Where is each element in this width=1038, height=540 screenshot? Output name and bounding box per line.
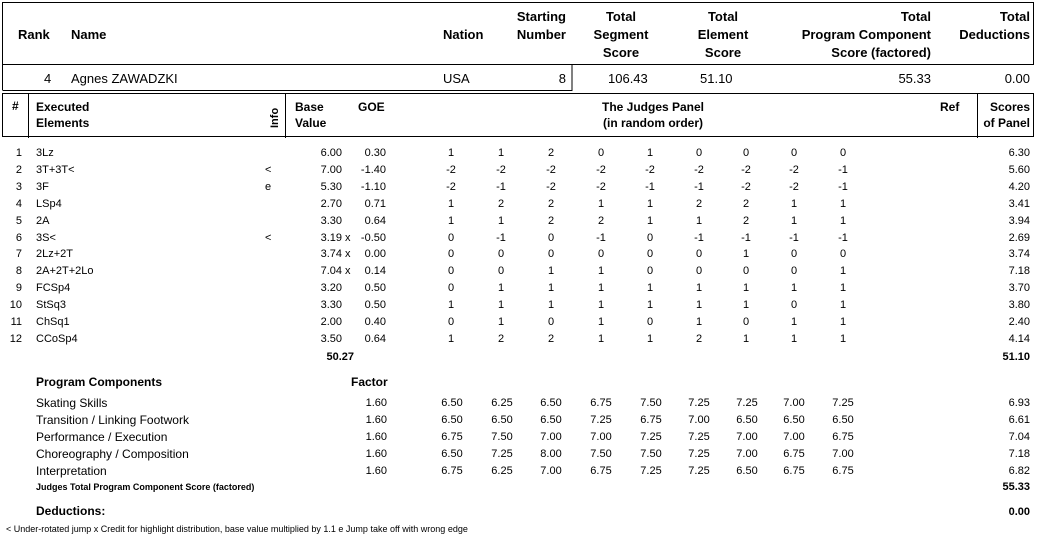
factor-header: Factor	[351, 375, 388, 389]
element-code: 2A	[36, 214, 50, 227]
component-judge-mark: 7.25	[590, 414, 612, 426]
element-base-value: 3.74	[320, 248, 342, 261]
component-judge-mark: 6.50	[540, 397, 562, 409]
component-judge-mark: 7.50	[640, 397, 662, 409]
judge-mark: 1	[547, 299, 555, 312]
judge-mark: 1	[695, 214, 703, 227]
pcs-header-1: Total	[900, 9, 931, 24]
executed-header-2: Elements	[36, 116, 90, 130]
tes-header-3: Score	[704, 45, 742, 60]
judge-mark: 1	[695, 282, 703, 295]
judge-mark: 1	[839, 214, 847, 227]
component-judge-mark: 6.50	[736, 414, 758, 426]
element-goe: -1.40	[360, 163, 386, 176]
element-goe: 0.40	[364, 316, 386, 328]
element-goe: 0.50	[364, 282, 386, 295]
judge-mark: 0	[447, 248, 455, 261]
element-base-value: 7.04	[320, 265, 342, 278]
judge-mark: 0	[447, 316, 455, 328]
name-header: Name	[71, 27, 107, 42]
judge-mark: -2	[741, 180, 751, 193]
component-judge-mark: 7.25	[688, 465, 710, 477]
component-judge-mark: 6.25	[491, 465, 513, 477]
pcs-header-3: Score (factored)	[831, 45, 931, 60]
tss-header-3: Score	[602, 45, 640, 60]
judge-mark: -2	[645, 163, 655, 176]
component-judge-mark: 6.50	[441, 448, 463, 460]
judge-mark: 1	[597, 197, 605, 210]
tes-header-2: Element	[697, 27, 749, 42]
element-base-value: 5.30	[320, 180, 342, 193]
judge-mark: 2	[597, 214, 605, 227]
executed-header-1: Executed	[36, 100, 90, 114]
component-score: 6.93	[1008, 397, 1030, 409]
judge-mark: 1	[839, 332, 847, 345]
judge-mark: 0	[742, 265, 750, 278]
component-name: Choreography / Composition	[36, 447, 189, 461]
element-goe: 0.64	[364, 332, 386, 345]
element-code: 2A+2T+2Lo	[36, 265, 94, 278]
element-info: e	[265, 180, 272, 193]
judge-mark: 1	[646, 332, 654, 345]
judge-mark: 0	[547, 231, 555, 244]
component-judge-mark: 6.50	[783, 414, 805, 426]
component-judge-mark: 6.75	[441, 431, 463, 443]
element-code: CCoSp4	[36, 332, 78, 345]
judge-mark: 1	[597, 332, 605, 345]
judge-mark: 1	[646, 197, 654, 210]
judge-mark: 1	[695, 299, 703, 312]
component-judge-mark: 6.75	[590, 465, 612, 477]
judge-mark: 0	[447, 265, 455, 278]
judge-mark: 2	[695, 197, 703, 210]
judge-mark: 0	[790, 299, 798, 312]
judge-mark: 1	[646, 147, 654, 159]
judge-mark: 1	[839, 265, 847, 278]
judge-mark: 0	[790, 147, 798, 159]
judge-mark: 0	[695, 248, 703, 261]
element-panel-score: 5.60	[1008, 163, 1030, 176]
component-factor: 1.60	[365, 465, 387, 477]
judge-mark: -1	[496, 231, 506, 244]
judge-mark: 1	[497, 316, 505, 328]
element-base-value: 7.00	[320, 163, 342, 176]
judge-mark: -1	[838, 163, 848, 176]
element-panel-score: 2.69	[1008, 231, 1030, 244]
judge-mark: -1	[789, 231, 799, 244]
component-judge-mark: 6.75	[832, 465, 854, 477]
pcs-header-2: Program Component	[801, 27, 931, 42]
component-judge-mark: 7.25	[736, 397, 758, 409]
element-code: StSq3	[36, 299, 66, 312]
judge-mark: 0	[597, 147, 605, 159]
judge-mark: 0	[695, 147, 703, 159]
component-judge-mark: 6.75	[441, 465, 463, 477]
component-judge-mark: 7.25	[491, 448, 513, 460]
judge-mark: 0	[742, 147, 750, 159]
judge-mark: 1	[447, 332, 455, 345]
element-goe: -1.10	[360, 180, 386, 193]
component-judge-mark: 6.75	[783, 448, 805, 460]
element-info: <	[265, 231, 272, 244]
judge-mark: -2	[446, 180, 456, 193]
element-code: FCSp4	[36, 282, 71, 295]
component-judge-mark: 7.00	[540, 431, 562, 443]
judge-mark: 1	[695, 316, 703, 328]
judge-mark: 0	[839, 248, 847, 261]
element-code: 3F	[36, 180, 49, 193]
judge-mark: 0	[646, 316, 654, 328]
element-panel-score: 2.40	[1008, 316, 1030, 328]
base-header-2: Value	[295, 116, 327, 130]
element-number: 3	[15, 180, 22, 193]
judge-mark: 1	[447, 299, 455, 312]
component-judge-mark: 7.25	[640, 465, 662, 477]
element-goe: -0.50	[360, 231, 386, 244]
component-judge-mark: 7.00	[832, 448, 854, 460]
component-judge-mark: 7.50	[491, 431, 513, 443]
judge-mark: 0	[447, 231, 455, 244]
panel-header-1: The Judges Panel	[601, 100, 705, 114]
start-header-1: Starting	[516, 9, 566, 24]
judge-mark: -1	[741, 231, 751, 244]
judge-mark: -1	[838, 231, 848, 244]
element-panel-score: 3.41	[1008, 197, 1030, 210]
element-panel-score: 3.70	[1008, 282, 1030, 295]
judge-mark: 0	[447, 282, 455, 295]
component-judge-mark: 7.25	[688, 431, 710, 443]
component-judge-mark: 7.50	[590, 448, 612, 460]
component-name: Transition / Linking Footwork	[36, 413, 189, 427]
element-info: <	[265, 163, 272, 176]
judge-mark: 1	[497, 214, 505, 227]
judge-mark: 1	[742, 299, 750, 312]
element-base-value: 3.30	[320, 214, 342, 227]
judge-mark: 1	[646, 299, 654, 312]
judge-mark: -2	[694, 163, 704, 176]
judge-mark: 1	[742, 332, 750, 345]
judge-mark: 2	[547, 197, 555, 210]
component-name: Interpretation	[36, 464, 107, 478]
judge-mark: -2	[596, 163, 606, 176]
judge-mark: 0	[547, 316, 555, 328]
judge-mark: 1	[597, 299, 605, 312]
element-base-value: 3.20	[320, 282, 342, 295]
element-goe: 0.30	[364, 147, 386, 159]
skater-rank: 4	[44, 71, 52, 86]
judge-mark: 1	[447, 147, 455, 159]
component-judge-mark: 7.00	[736, 431, 758, 443]
judge-mark: -2	[789, 180, 799, 193]
judge-mark: -1	[694, 231, 704, 244]
element-number: 2	[15, 163, 22, 176]
element-number: 11	[10, 316, 22, 328]
judge-mark: 2	[695, 332, 703, 345]
component-factor: 1.60	[365, 431, 387, 443]
judge-mark: -1	[645, 180, 655, 193]
panel-header-2: (in random order)	[602, 116, 703, 130]
judge-mark: 0	[790, 265, 798, 278]
component-score: 7.18	[1008, 448, 1030, 460]
component-judge-mark: 7.00	[540, 465, 562, 477]
element-goe: 0.71	[364, 197, 386, 210]
judge-mark: 1	[497, 282, 505, 295]
component-name: Skating Skills	[36, 396, 108, 410]
judge-mark: 1	[790, 332, 798, 345]
judge-mark: 0	[839, 147, 847, 159]
judge-mark: -1	[694, 180, 704, 193]
judge-mark: 1	[839, 197, 847, 210]
component-judge-mark: 6.75	[590, 397, 612, 409]
component-score: 6.82	[1008, 465, 1030, 477]
judge-mark: 1	[790, 316, 798, 328]
judge-mark: 0	[497, 265, 505, 278]
skater-tss: 106.43	[608, 71, 648, 86]
component-judge-mark: 7.50	[640, 448, 662, 460]
judge-mark: -1	[838, 180, 848, 193]
element-number: 9	[15, 282, 22, 295]
judge-mark: 0	[547, 248, 555, 261]
score-total: 51.10	[1002, 351, 1030, 363]
judge-mark: -2	[789, 163, 799, 176]
element-code: 2Lz+2T	[36, 248, 73, 261]
start-header-2: Number	[516, 27, 566, 42]
element-code: 3Lz	[36, 147, 54, 159]
judge-mark: -1	[496, 180, 506, 193]
judge-mark: 1	[646, 214, 654, 227]
element-panel-score: 4.20	[1008, 180, 1030, 193]
component-judge-mark: 6.50	[441, 414, 463, 426]
ded-header-2: Deductions	[959, 27, 1030, 42]
judge-mark: 1	[790, 282, 798, 295]
skater-start-number: 8	[558, 71, 566, 86]
judge-mark: 0	[646, 248, 654, 261]
element-goe: 0.00	[364, 248, 386, 261]
skater-pcs: 55.33	[898, 71, 931, 86]
judge-mark: -2	[546, 180, 556, 193]
judge-mark: 2	[547, 332, 555, 345]
judge-mark: 1	[790, 214, 798, 227]
judge-mark: -1	[596, 231, 606, 244]
element-code: 3T+3T<	[36, 163, 75, 176]
judge-mark: 1	[597, 316, 605, 328]
element-panel-score: 3.80	[1008, 299, 1030, 312]
judge-mark: 1	[597, 282, 605, 295]
component-judge-mark: 6.75	[783, 465, 805, 477]
ref-header: Ref	[940, 100, 960, 114]
component-judge-mark: 7.00	[783, 431, 805, 443]
judge-mark: 1	[839, 299, 847, 312]
element-base-value: 6.00	[320, 147, 342, 159]
info-header: Info	[269, 107, 281, 128]
element-base-value: 3.30	[320, 299, 342, 312]
skater-name: Agnes ZAWADZKI	[71, 71, 178, 86]
component-judge-mark: 6.50	[832, 414, 854, 426]
judge-mark: 1	[839, 316, 847, 328]
component-judge-mark: 7.25	[832, 397, 854, 409]
judge-mark: -2	[596, 180, 606, 193]
component-judge-mark: 7.25	[688, 448, 710, 460]
element-base-value: 3.50	[320, 332, 342, 345]
skater-tes: 51.10	[700, 71, 733, 86]
element-goe: 0.14	[364, 265, 386, 278]
tss-header-2: Segment	[593, 27, 649, 42]
judge-mark: 1	[547, 282, 555, 295]
component-judge-mark: 8.00	[540, 448, 562, 460]
element-panel-score: 3.94	[1008, 214, 1030, 227]
judge-mark: 1	[790, 197, 798, 210]
component-judge-mark: 6.25	[491, 397, 513, 409]
element-number: 10	[9, 299, 22, 312]
judge-mark: 1	[497, 299, 505, 312]
goe-header: GOE	[358, 100, 385, 114]
element-code: LSp4	[36, 197, 62, 210]
judge-mark: 2	[547, 214, 555, 227]
judge-mark: 1	[839, 282, 847, 295]
judge-mark: 2	[497, 332, 505, 345]
tss-header-1: Total	[605, 9, 637, 24]
element-base-value: 3.19	[320, 231, 342, 244]
element-panel-score: 4.14	[1008, 332, 1030, 345]
component-factor: 1.60	[365, 448, 387, 460]
element-number: 4	[15, 197, 22, 210]
program-components-header: Program Components	[36, 375, 163, 389]
base-header-1: Base	[295, 100, 324, 114]
pcs-total-value: 55.33	[1002, 481, 1030, 493]
element-number: 1	[15, 147, 22, 159]
pcs-total-label: Judges Total Program Component Score (factored)	[36, 482, 255, 492]
element-number: 7	[15, 248, 22, 261]
element-base-flag: x	[345, 248, 351, 261]
nation-header: Nation	[443, 27, 484, 42]
component-score: 7.04	[1008, 431, 1030, 443]
base-value-total: 50.27	[326, 351, 354, 363]
rank-header: Rank	[18, 27, 50, 42]
judge-mark: 0	[646, 265, 654, 278]
judge-mark: 0	[497, 248, 505, 261]
component-judge-mark: 6.50	[540, 414, 562, 426]
deductions-label: Deductions:	[36, 504, 106, 518]
component-factor: 1.60	[365, 397, 387, 409]
ded-header-1: Total	[999, 9, 1030, 24]
judge-mark: 2	[547, 147, 555, 159]
judge-mark: 1	[447, 197, 455, 210]
element-panel-score: 6.30	[1008, 147, 1030, 159]
judge-mark: 2	[497, 197, 505, 210]
judge-mark: 1	[447, 214, 455, 227]
judge-mark: 1	[497, 147, 505, 159]
component-name: Performance / Execution	[36, 430, 168, 444]
judge-mark: -2	[496, 163, 506, 176]
component-judge-mark: 7.25	[640, 431, 662, 443]
element-number: 6	[15, 231, 22, 244]
component-judge-mark: 7.00	[736, 448, 758, 460]
component-judge-mark: 6.50	[736, 465, 758, 477]
judge-mark: 2	[742, 197, 750, 210]
judge-mark: 1	[547, 265, 555, 278]
summary-header-box	[2, 2, 1034, 91]
element-number: 12	[9, 332, 22, 345]
component-judge-mark: 6.50	[441, 397, 463, 409]
element-panel-score: 7.18	[1008, 265, 1030, 278]
judge-mark: 1	[742, 248, 750, 261]
judge-mark: 1	[597, 265, 605, 278]
judge-mark: -2	[446, 163, 456, 176]
component-judge-mark: 6.50	[491, 414, 513, 426]
component-judge-mark: 7.00	[688, 414, 710, 426]
tes-header-1: Total	[707, 9, 739, 24]
component-judge-mark: 7.00	[590, 431, 612, 443]
judge-mark: 0	[646, 231, 654, 244]
judge-mark: 0	[742, 316, 750, 328]
element-number: 5	[15, 214, 22, 227]
element-goe: 0.50	[364, 299, 386, 312]
skater-nation: USA	[443, 71, 470, 86]
component-score: 6.61	[1008, 414, 1030, 426]
scores-header-1: Scores	[989, 100, 1030, 114]
element-number: 8	[15, 265, 22, 278]
judge-mark: 0	[790, 248, 798, 261]
judge-mark: 2	[742, 214, 750, 227]
judge-mark: 1	[742, 282, 750, 295]
element-code: 3S<	[36, 231, 56, 244]
legend: < Under-rotated jump x Credit for highlight distribution, base value multiplied by 1.1 e Jump take off with wrong edge	[6, 524, 468, 534]
judge-mark: 0	[695, 265, 703, 278]
element-base-flag: x	[345, 265, 351, 278]
elements-header-box	[2, 93, 1034, 137]
num-header: #	[12, 99, 19, 113]
component-judge-mark: 6.75	[640, 414, 662, 426]
component-factor: 1.60	[365, 414, 387, 426]
component-judge-mark: 6.75	[832, 431, 854, 443]
deductions-value: 0.00	[1008, 506, 1030, 518]
skater-deductions: 0.00	[1004, 71, 1030, 86]
scores-header-2: of Panel	[983, 116, 1030, 130]
judge-mark: 1	[646, 282, 654, 295]
judge-mark: -2	[741, 163, 751, 176]
element-base-value: 2.70	[320, 197, 342, 210]
component-judge-mark: 7.25	[688, 397, 710, 409]
judge-mark: 0	[597, 248, 605, 261]
component-judge-mark: 7.00	[783, 397, 805, 409]
element-base-flag: x	[345, 231, 351, 244]
element-panel-score: 3.74	[1008, 248, 1030, 261]
element-code: ChSq1	[36, 316, 70, 328]
element-base-value: 2.00	[320, 316, 342, 328]
judge-mark: -2	[546, 163, 556, 176]
element-goe: 0.64	[364, 214, 386, 227]
